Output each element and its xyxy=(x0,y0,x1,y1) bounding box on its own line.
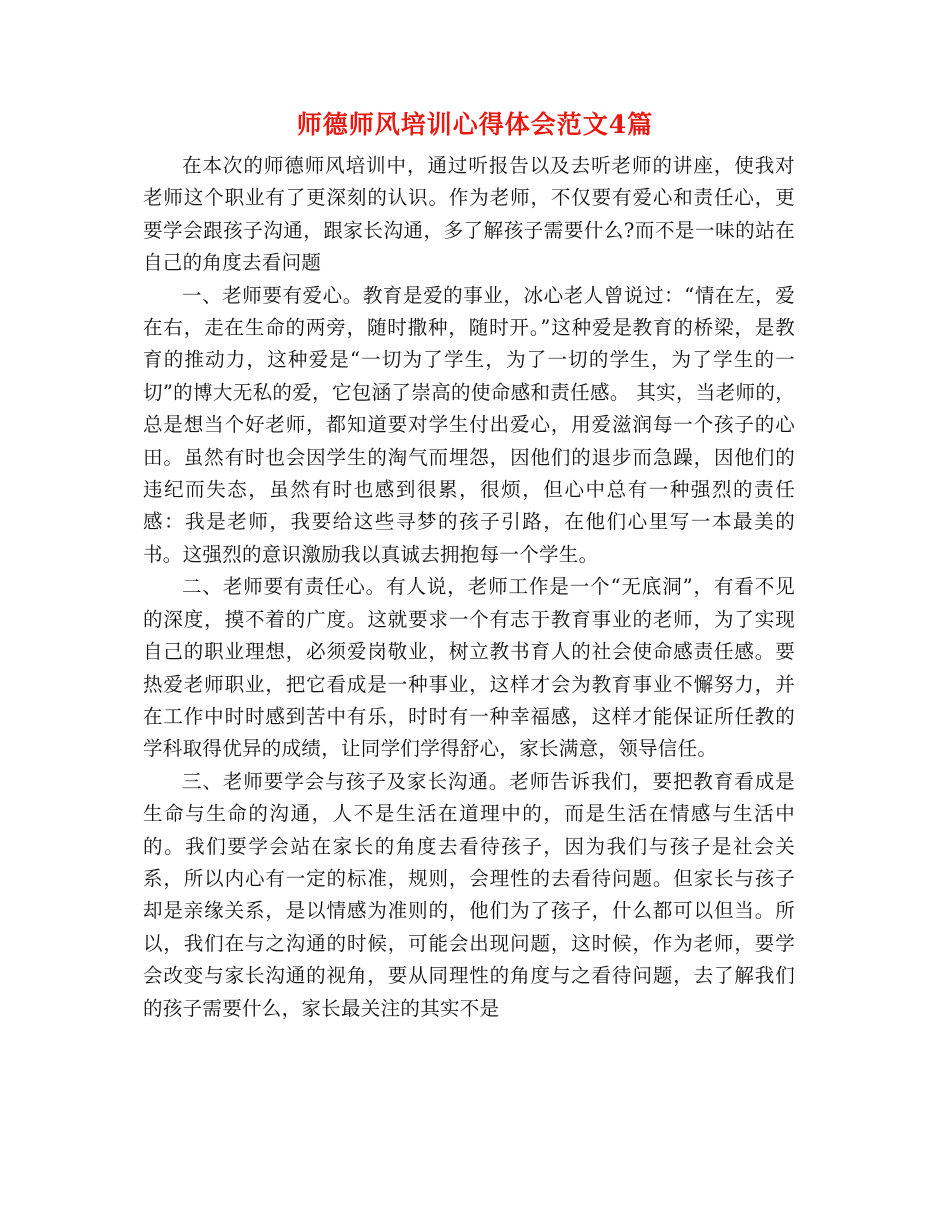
document-body xyxy=(143,150,795,1025)
paragraph-section-2: 二、老师要有责任心。有人说，老师工作是一个“无底洞”，有看不见的深度，摸不着的广度。这就要求一个有志于教育事业的老师，为了实现自己的职业理想，必须爱岗敬业，树立教书育人的社会使命感责任感。要热爱老师职业，把它看成是一种事业，这样才会为教育事业不懈努力，并在工作中时时感到苦中有乐，时时有一种幸福感，这样才能保证所任教的学科取得优异的成绩，让同学们学得舒心，家长满意，领导信任。 xyxy=(143,575,795,761)
paragraph-section-1: 一、老师要有爱心。教育是爱的事业，冰心老人曾说过：“情在左，爱在右，走在生命的两旁，随时撒种，随时开。”这种爱是教育的桥梁，是教育的推动力，这种爱是“一切为了学生，为了一切的学生，为了学生的一切”的博大无私的爱，它包涵了崇高的使命感和责任感。 其实，当老师的，总是想当个好老师，都知道要对学生付出爱心，用爱滋润每一个孩子的心田。虽然有时也会因学生的淘气而埋怨，因他们的退步而急躁，因他们的违纪而失态，虽然有时也感到很累，很烦，但心中总有一种强烈的责任感：我是老师，我要给这些寻梦的孩子引路，在他们心里写一本最美的书。这强烈的意识激励我以真诚去拥抱每一个学生。 xyxy=(143,283,795,566)
paragraph-intro: 在本次的师德师风培训中，通过听报告以及去听老师的讲座，使我对老师这个职业有了更深刻的认识。作为老师，不仅要有爱心和责任心，更要学会跟孩子沟通，跟家长沟通，多了解孩子需要什么?而不是一味的站在自己的角度去看问题 xyxy=(143,154,795,275)
document-title: 师德师风培训心得体会范文4篇 xyxy=(296,110,654,139)
paragraph-section-3: 三、老师要学会与孩子及家长沟通。老师告诉我们，要把教育看成是生命与生命的沟通，人不是生活在道理中的，而是生活在情感与生活中的。我们要学会站在家长的角度去看待孩子，因为我们与孩子是社会关系，所以内心有一定的标准，规则，会理性的去看待问题。但家长与孩子却是亲缘关系，是以情感为准则的，他们为了孩子，什么都可以但当。所以，我们在与之沟通的时候，可能会出现问题，这时候，作为老师，要学会改变与家长沟通的视角，要从同理性的角度与之看待问题，去了解我们的孩子需要什么，家长最关注的其实不是 xyxy=(143,769,795,1020)
